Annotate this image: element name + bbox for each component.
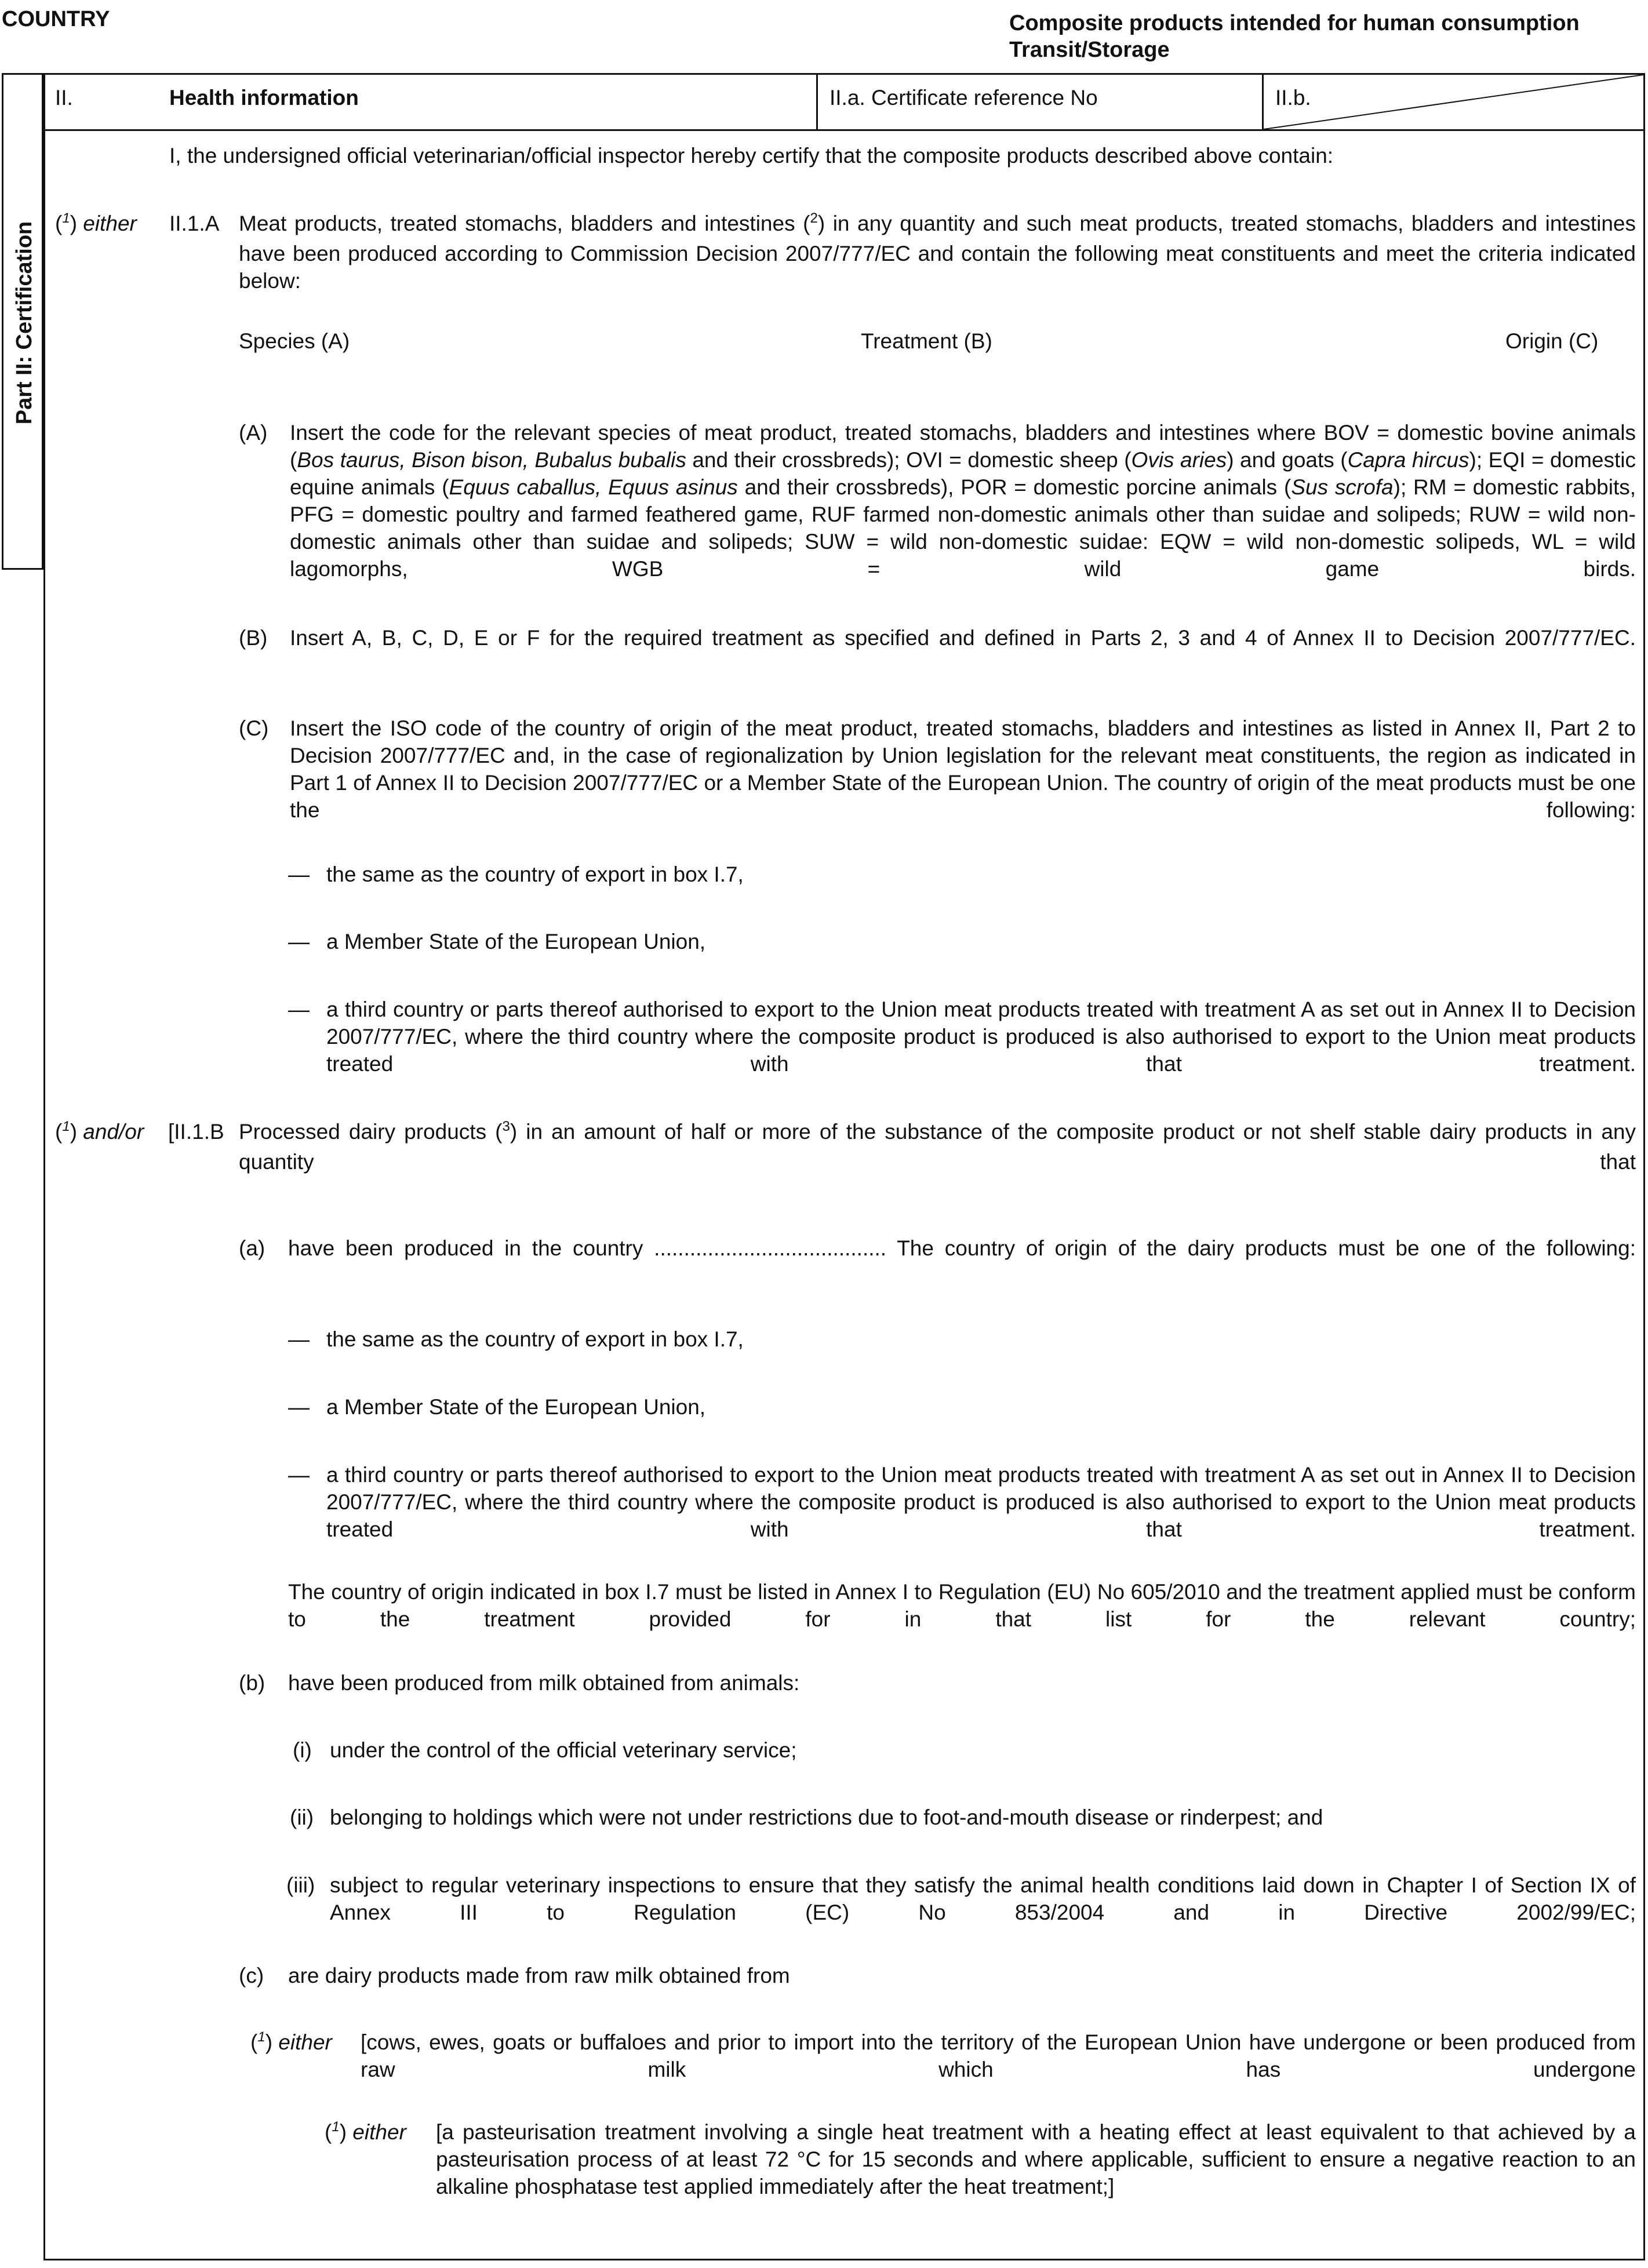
item-a-label: (a) [239, 1236, 265, 1260]
item-c-label: (c) [239, 1964, 264, 1987]
section-title: Health information [169, 86, 359, 110]
note-a-text: Insert the code for the relevant species of meat product, treated stomachs, bladders and intestines where BOV = domestic bovine animals (Bos taurus, Bison bison, Bubalus bubalis and their crossbreds); OVI = domestic sheep (Ovis aries) and goats (Capra hircus); EQI = domestic equine animals (Equus caballus, Equus asinus and their crossbreds), POR = domestic porcine animals (Sus scrofa); RM = domestic rabbits, PFG = domestic poultry and farmed feathered game, RUF farmed non-domestic animals other than suidae and solipeds; RUW = wild non-domestic animals other than suidae and solipeds; SUW = wild non-domestic suidae: EQW = wild non-domestic solipeds, WL = wild lagomorphs, WGB = wild game birds. [290, 421, 1636, 581]
dash-marker: — [288, 998, 310, 1021]
intro-statement: I, the undersigned official veterinarian/official inspector hereby certify that the composite products described above contain: [169, 144, 1334, 168]
dash-marker: — [288, 862, 310, 886]
note-b-text: Insert A, B, C, D, E or F for the required treatment as specified and defined in Parts 2, 3 and 4 of Annex II to Decision 2007/777/EC. [290, 626, 1636, 650]
item-i-text: under the control of the official veterinary service; [330, 1738, 797, 1762]
dairy-origin-option-2: a Member State of the European Union, [326, 1395, 706, 1419]
iib-label: II.b. [1275, 86, 1311, 110]
note-a-label: (A) [239, 421, 268, 445]
section-number: II. [55, 86, 73, 110]
either-marker-c2: ($^1$) either [325, 2119, 406, 2144]
header-divider [45, 129, 1643, 131]
part-label-box [2, 73, 43, 570]
item-a-note: The country of origin indicated in box I.7 must be listed in Annex I to Regulation (EU) No 605/2010 and the treatment applied must be conform to the treatment provided for in that list for the relevant country; [288, 1580, 1636, 1631]
item-iii-label: (iii) [286, 1873, 315, 1897]
dash-marker: — [288, 1395, 310, 1419]
item-b-label: (b) [239, 1671, 265, 1695]
section-1b-text: Processed dairy products ($^3$) in an amount of half or more of the substance of the composite product or not shelf stable dairy products in any quantity that [239, 1119, 1636, 1174]
either-marker-1a: ($^1$) either [55, 210, 137, 235]
item-c-either-text: [cows, ewes, goats or buffaloes and prior to import into the territory of the European Union have undergone or been produced from raw milk which has undergone [361, 2030, 1636, 2081]
document-title-line1: Composite products intended for human consumption [1009, 11, 1580, 35]
origin-option-3: a third country or parts thereof authorised to export to the Union meat products treated with treatment A as set out in Annex II to Decision 2007/777/EC, where the third country where the composite product is produced is also authorised to export to the Union meat products treated with that treatment. [326, 998, 1636, 1076]
certificate-reference-label: II.a. Certificate reference No [830, 86, 1098, 110]
dairy-origin-option-1: the same as the country of export in box I.7, [326, 1327, 744, 1351]
country-label: COUNTRY [2, 7, 110, 31]
column-origin: Origin (C) [1505, 329, 1599, 353]
note-c-text: Insert the ISO code of the country of origin of the meat product, treated stomachs, bladders and intestines as listed in Annex II, Part 2 to Decision 2007/777/EC and, in the case of regionalization by Union legislation for the relevant meat constituents, the region as indicated in Part 1 of Annex II to Decision 2007/777/EC or a Member State of the European Union. The country of origin of the meat products must be one the following: [290, 716, 1636, 822]
dash-marker: — [288, 930, 310, 953]
part-label: Part II: Certification [12, 221, 37, 425]
dash-marker: — [288, 1463, 310, 1487]
section-1b-code: [II.1.B [168, 1120, 224, 1144]
note-b-label: (B) [239, 626, 268, 650]
note-c-label: (C) [239, 716, 269, 740]
origin-option-2: a Member State of the European Union, [326, 930, 706, 953]
either-marker-c: ($^1$) either [250, 2029, 332, 2054]
document-title [1009, 10, 1580, 63]
item-c-text: are dairy products made from raw milk obtained from [288, 1964, 790, 1987]
origin-option-1: the same as the country of export in box I.7, [326, 862, 744, 886]
column-species: Species (A) [239, 329, 350, 353]
dash-marker: — [288, 1327, 310, 1351]
document-title-line2: Transit/Storage [1009, 38, 1170, 62]
header-cell-divider-1 [816, 75, 818, 129]
dairy-origin-option-3: a third country or parts thereof authorised to export to the Union meat products treated with treatment A as set out in Annex II to Decision 2007/777/EC, where the third country where the composite product is produced is also authorised to export to the Union meat products treated with that treatment. [326, 1463, 1636, 1541]
iib-diagonal [1264, 75, 1643, 129]
item-ii-label: (ii) [290, 1805, 314, 1829]
item-ii-text: belonging to holdings which were not under restrictions due to foot-and-mouth disease or rinderpest; and [330, 1805, 1323, 1829]
andor-marker-1b: ($^1$) and/or [55, 1119, 144, 1144]
pasteurisation-text: [a pasteurisation treatment involving a single heat treatment with a heating effect at least equivalent to that achieved by a pasteurisation process of at least 72 °C for 15 seconds and where applicable, sufficient to ensure a negative reaction to an alkaline phosphatase test applied immediately after the heat treatment;] [436, 2120, 1636, 2198]
item-i-label: (i) [293, 1738, 312, 1762]
item-b-text: have been produced from milk obtained from animals: [288, 1671, 800, 1695]
section-1a-text: Meat products, treated stomachs, bladders and intestines ($^2$) in any quantity and such meat products, treated stomachs, bladders and intestines have been produced according to Commission Decision 2007/777/EC and contain the following meat constituents and meet the criteria indicated below: [239, 210, 1636, 293]
item-iii-text: subject to regular veterinary inspections to ensure that they satisfy the animal health conditions laid down in Chapter I of Section IX of Annex III to Regulation (EC) No 853/2004 and in Directive 2002/99/EC; [330, 1873, 1636, 1924]
column-treatment: Treatment (B) [861, 329, 992, 353]
section-1a-code: II.1.A [169, 212, 220, 235]
item-a-text: have been produced in the country ....................................... The country of origin of the dairy products must be one of the following: [288, 1236, 1636, 1260]
